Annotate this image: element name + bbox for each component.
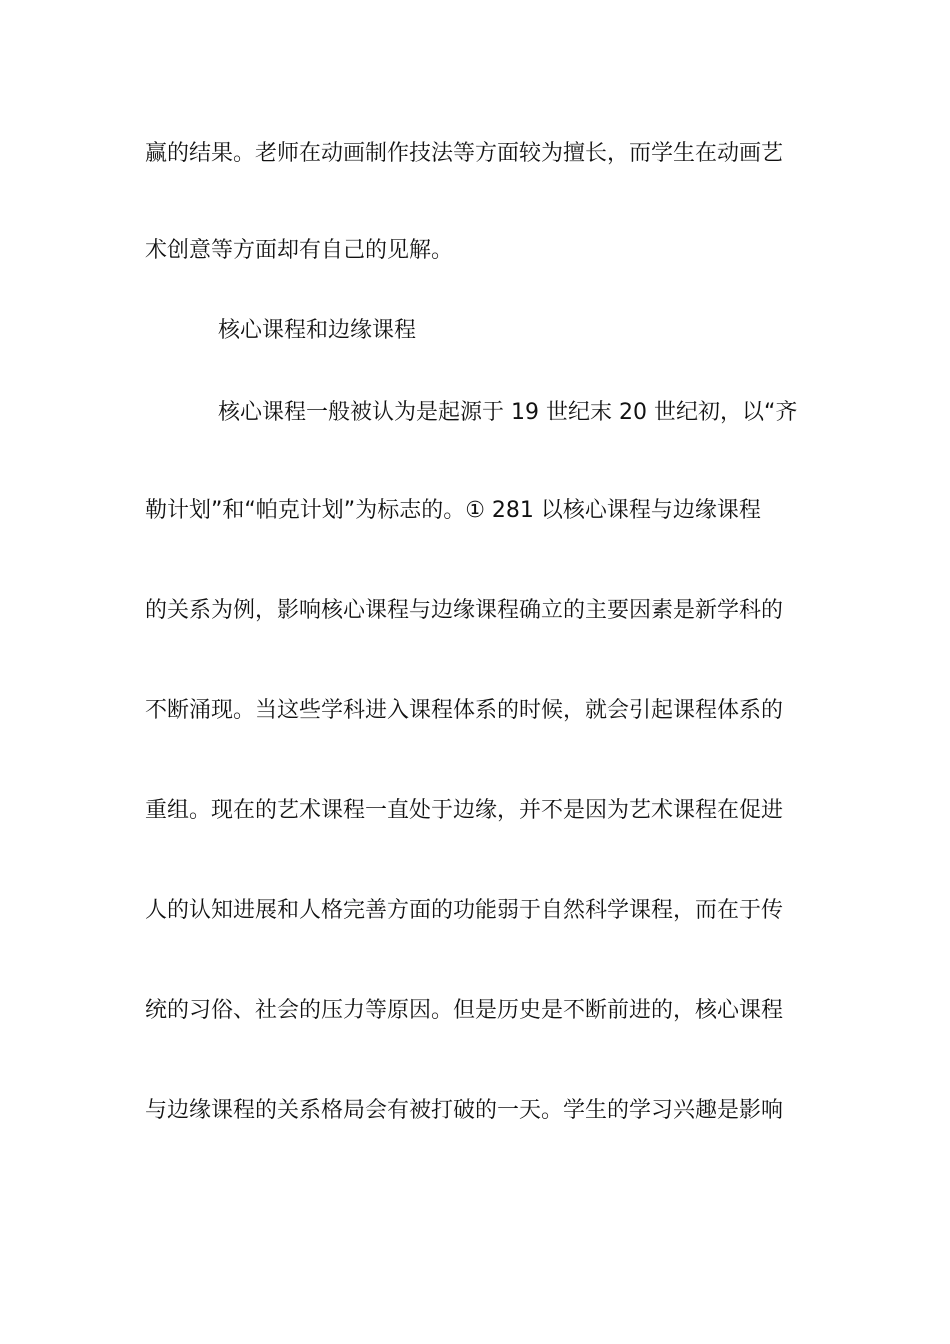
paragraph-first-line: 核心课程一般被认为是起源于 19 世纪末 20 世纪初，以“齐: [218, 400, 798, 425]
paragraph-line: 术创意等方面却有自己的见解。: [145, 238, 454, 263]
paragraph-line: 的关系为例，影响核心课程与边缘课程确立的主要因素是新学科的: [145, 598, 784, 623]
paragraph-line: 不断涌现。当这些学科进入课程体系的时候，就会引起课程体系的: [145, 698, 784, 723]
paragraph-line: 重组。现在的艺术课程一直处于边缘，并不是因为艺术课程在促进: [145, 798, 784, 823]
section-heading: 核心课程和边缘课程: [218, 318, 417, 343]
paragraph-line: 人的认知进展和人格完善方面的功能弱于自然科学课程，而在于传: [145, 898, 784, 923]
paragraph-line: 赢的结果。老师在动画制作技法等方面较为擅长，而学生在动画艺: [145, 141, 784, 166]
paragraph-line: 与边缘课程的关系格局会有被打破的一天。学生的学习兴趣是影响: [145, 1098, 784, 1123]
paragraph-line: 勒计划”和“帕克计划”为标志的。① 281 以核心课程与边缘课程: [145, 498, 761, 523]
paragraph-line: 统的习俗、社会的压力等原因。但是历史是不断前进的，核心课程: [145, 998, 784, 1023]
